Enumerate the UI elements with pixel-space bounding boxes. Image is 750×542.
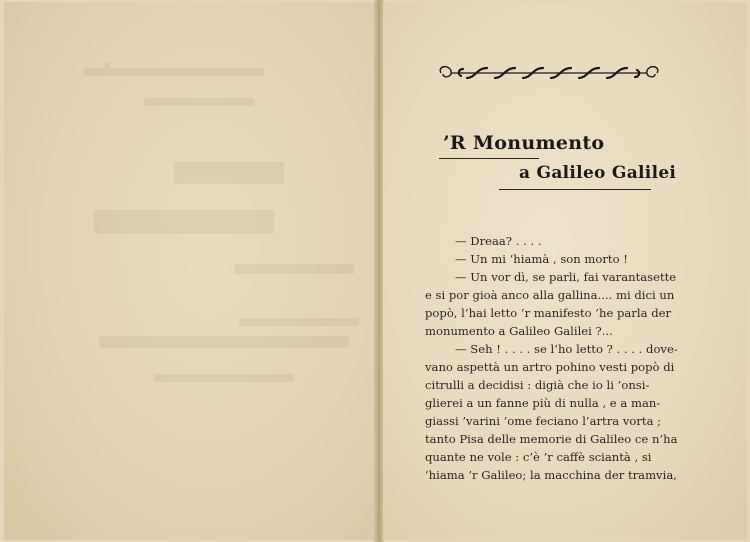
- decorative-flourish-icon: [433, 62, 665, 84]
- title-line-1: ’R Monumento: [443, 132, 605, 154]
- bleed-through-mark: [154, 374, 294, 382]
- bleed-through-mark: [174, 162, 284, 184]
- bleed-through-mark: [104, 62, 110, 68]
- bleed-through-mark: [239, 318, 359, 326]
- text-line: giassi ’varini ’ome feciano l’artra vorta ;: [425, 414, 662, 428]
- bleed-through-mark: [234, 264, 354, 274]
- text-line: glierei a un fanne più di nulla , e a man-: [425, 396, 661, 410]
- text-line: popò, l’hai letto ’r manifesto ’he parla der: [425, 306, 672, 320]
- text-line: quante ne vole : c’è ’r caffè sciantà , si: [425, 450, 652, 464]
- bleed-through-mark: [84, 68, 264, 76]
- text-line: e si por gioà anco alla gallina.... mi dici un: [425, 288, 675, 302]
- bleed-through-mark: [99, 336, 349, 348]
- text-line: tanto Pisa delle memorie di Galileo ce n’ha: [425, 432, 678, 446]
- title-underline-1: [439, 158, 539, 159]
- right-page: [382, 2, 747, 540]
- title-line-2: a Galileo Galilei: [519, 163, 677, 183]
- text-line: — Seh ! . . . . se l’ho letto ? . . . . dove-: [455, 342, 678, 356]
- text-line: monumento a Galileo Galilei ?...: [425, 324, 613, 338]
- text-line: — Un vor dì, se parli, fai varantasette: [455, 270, 677, 284]
- bleed-through-mark: [144, 98, 254, 106]
- text-line: — Un mi ’hiamà , son morto !: [455, 252, 628, 266]
- text-line: ’hiama ’r Galileo; la macchina der tramvia,: [425, 468, 677, 482]
- text-line: citrulli a decidisi : digià che io li ’onsi-: [425, 378, 650, 392]
- text-line: vano aspettà un artro pohino vesti popò di: [425, 360, 675, 374]
- left-page: [4, 2, 377, 540]
- text-line: — Dreaa? . . . .: [455, 234, 542, 248]
- title-underline-2: [499, 189, 651, 190]
- bleed-through-mark: [94, 210, 274, 234]
